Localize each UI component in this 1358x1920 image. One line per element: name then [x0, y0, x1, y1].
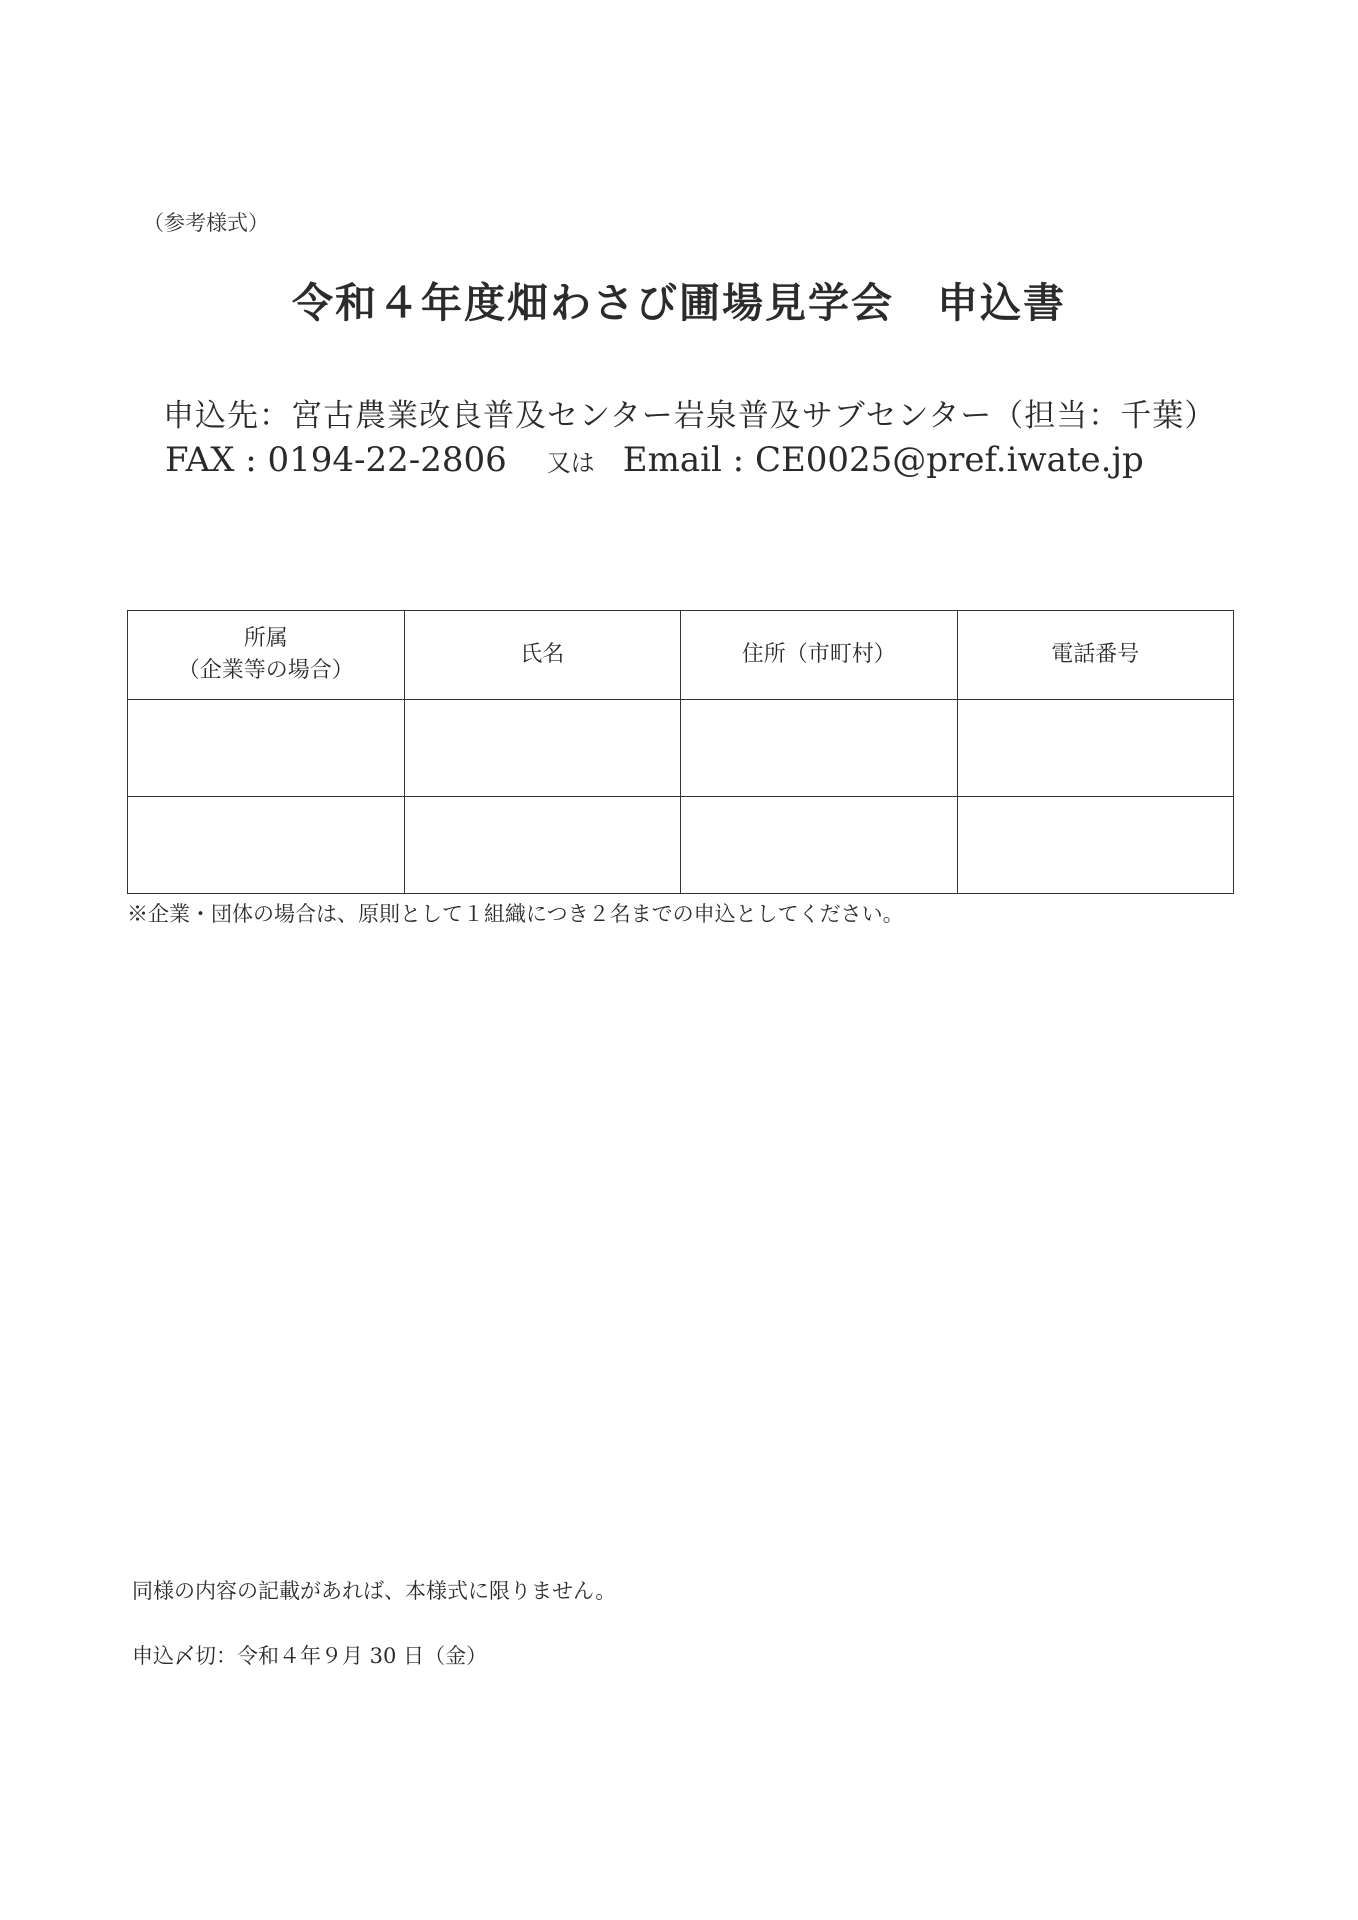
- header-phone: 電話番号: [957, 611, 1234, 700]
- header-affiliation-label: 所属: [243, 626, 288, 651]
- contact-line: FAX : 0194-22-2806 又は Email : CE0025@pref.iwate.jp: [165, 440, 1144, 480]
- fax-number: 0194-22-2806: [267, 440, 507, 480]
- phone-cell[interactable]: [957, 797, 1234, 894]
- application-table: [127, 610, 1234, 894]
- address-cell[interactable]: [681, 797, 958, 894]
- name-cell[interactable]: [404, 700, 681, 797]
- header-affiliation: [128, 611, 405, 700]
- form-type-label: （参考様式）: [143, 211, 269, 235]
- table-header-row: [128, 611, 1234, 700]
- email-label: Email: [622, 440, 722, 480]
- table-row: [128, 797, 1234, 894]
- application-destination: 申込先：宮古農業改良普及センター岩泉普及サブセンター（担当：千葉）: [163, 398, 1217, 434]
- phone-cell[interactable]: [957, 700, 1234, 797]
- fax-label: FAX: [165, 440, 235, 480]
- table-row: [128, 700, 1234, 797]
- address-cell[interactable]: [681, 700, 958, 797]
- affiliation-cell[interactable]: [128, 700, 405, 797]
- name-cell[interactable]: [404, 797, 681, 894]
- header-address: 住所（市町村）: [681, 611, 958, 700]
- header-name: 氏名: [404, 611, 681, 700]
- table-note: ※企業・団体の場合は、原則として１組織につき２名までの申込としてください。: [127, 902, 904, 926]
- affiliation-cell[interactable]: [128, 797, 405, 894]
- email-address[interactable]: CE0025@pref.iwate.jp: [754, 440, 1144, 480]
- or-text: 又は: [546, 449, 595, 477]
- header-affiliation-note: （企業等の場合）: [177, 658, 354, 683]
- page-title: 令和４年度畑わさび圃場見学会 申込書: [292, 279, 1066, 327]
- format-note: 同様の内容の記載があれば、本様式に限りません。: [132, 1579, 617, 1603]
- deadline: 申込〆切：令和４年９月 30 日（金）: [132, 1644, 488, 1668]
